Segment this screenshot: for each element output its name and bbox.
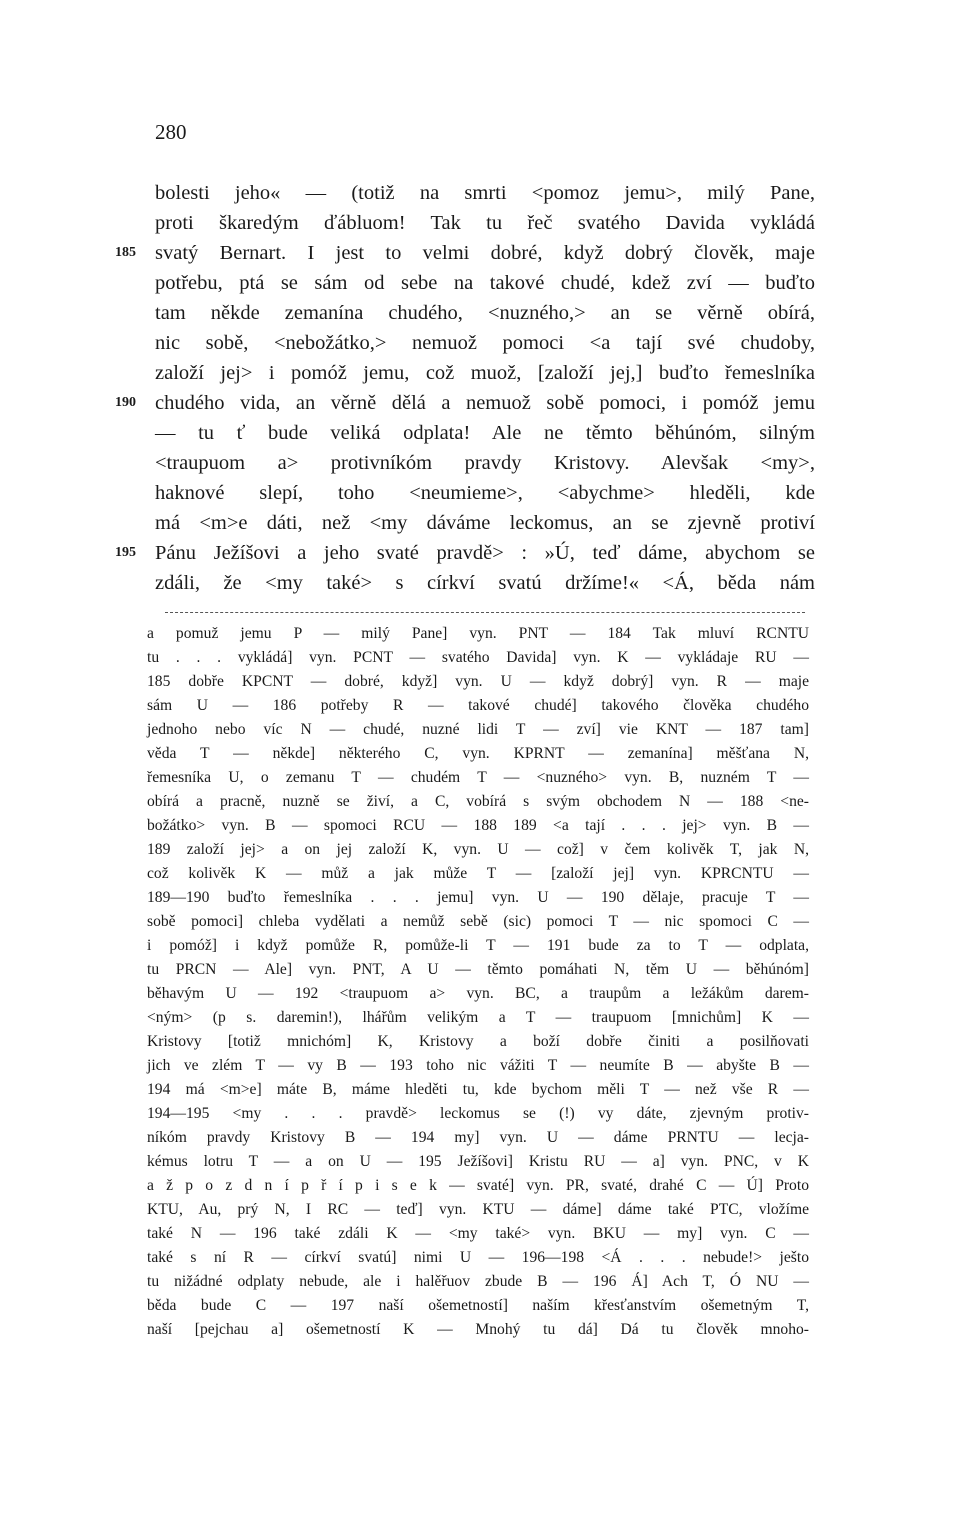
main-text-line <box>155 328 815 358</box>
line-text: založí jej> i pomóž jemu, což muož, [založí jej,] buďto řemeslníka <box>155 362 815 384</box>
line-text: zdáli, že <my také> s církví svatú držíme!« <Á, běda nám <box>155 572 815 594</box>
line-text: nic sobě, <nebožátko,> nemuož pomoci <a tají své chudoby, <box>155 332 815 354</box>
line-text: proti škaredým ďábluom! Tak tu řeč svatého Davida vykládá <box>155 212 815 234</box>
apparatus-line: 189—190 buďto řemeslníka . . . jemu] vyn. U — 190 dělaje, pracuje T — <box>147 889 809 906</box>
apparatus-line: 194 má <m>e] máte B, máme hleděti tu, kde bychom měli T — než vše R — <box>147 1081 809 1098</box>
critical-apparatus <box>147 622 809 1342</box>
apparatus-line: tu nižádné odplaty nebude, ale i halěřuov zbude B — 196 Á] Ach T, Ó NU — <box>147 1273 809 1290</box>
page-number: 280 <box>155 120 187 144</box>
apparatus-line: 185 dobře KPCNT — dobré, když] vyn. U — když dobrý] vyn. R — maje <box>147 673 809 690</box>
apparatus-line: tu . . . vykládá] vyn. PCNT — svatého Davida] vyn. K — vykládaje RU — <box>147 649 809 666</box>
apparatus-line: jich ve zlém T — vy B — 193 toho nic vážiti T — neumíte B — abyšte B — <box>147 1057 809 1074</box>
apparatus-line: což kolivěk K — můž a jak může T — [založí jej] vyn. KPRCNTU — <box>147 865 809 882</box>
apparatus-line: a pomuž jemu P — milý Pane] vyn. PNT — 184 Tak mluví RCNTU <box>147 625 809 642</box>
apparatus-line: také N — 196 také zdáli K — <my také> vyn. BKU — my] vyn. C — <box>147 1225 809 1242</box>
main-text-line <box>155 178 815 208</box>
apparatus-line: také s ní R — církví svatú] nimi U — 196—198 <Á . . . nebude!> ješto <box>147 1249 809 1266</box>
line-text: <traupuom a> protivníkóm pravdy Kristovy. Alevšak <my>, <box>155 452 815 474</box>
apparatus-line: řemesníka U, o zemanu T — chudém T — <nuzného> vyn. B, nuzném T — <box>147 769 809 786</box>
apparatus-line: sám U — 186 potřeby R — takové chudé] takového člověka chudého <box>147 697 809 714</box>
apparatus-line: naší [pejchau a] ošemetností K — Mnohý tu dá] Dá tu člověk mnoho- <box>147 1321 809 1338</box>
apparatus-line: běhavým U — 192 <traupuom a> vyn. BC, a traupům a ležákům darem- <box>147 985 809 1002</box>
apparatus-line: i pomóž] i když pomůže R, pomůže-li T — 191 bude za to T — odplata, <box>147 937 809 954</box>
apparatus-line: sobě pomoci] chleba vydělati a nemůž sebě (sic) pomoci T — nic spomoci C — <box>147 913 809 930</box>
main-text-line <box>155 208 815 238</box>
line-text: Pánu Ježíšovi a jeho svaté pravdě> : »Ú, teď dáme, abychom se <box>155 542 815 564</box>
line-number: 190 <box>115 395 136 410</box>
main-text <box>115 178 815 598</box>
line-text: chudého vida, an věrně dělá a nemuož sobě pomoci, i pomóž jemu <box>155 392 815 414</box>
apparatus-line: 194—195 <my . . . pravdě> leckomus se (!) vy dáte, zjevným protiv- <box>147 1105 809 1122</box>
line-number: 185 <box>115 245 136 260</box>
apparatus-line: 189 založí jej> a on jej založí K, vyn. U — což] v čem kolivěk T, jak N, <box>147 841 809 858</box>
main-text-line <box>155 298 815 328</box>
main-text-line <box>115 238 815 268</box>
main-text-line <box>115 538 815 568</box>
apparatus-line: tu PRCN — Ale] vyn. PNT, A U — těmto pomáhati N, těm U — běhúnóm] <box>147 961 809 978</box>
line-text: bolesti jeho« — (totiž na smrti <pomoz jemu>, milý Pane, <box>155 182 815 204</box>
main-text-line <box>155 358 815 388</box>
apparatus-line: kémus lotru T — a on U — 195 Ježíšovi] Kristu RU — a] vyn. PNC, v K <box>147 1153 809 1170</box>
main-text-line <box>155 478 815 508</box>
apparatus-line: KTU, Au, prý N, I RC — teď] vyn. KTU — dáme] dáme také PTC, vložíme <box>147 1201 809 1218</box>
line-text: tam někde zemanína chudého, <nuzného,> an se věrně obírá, <box>155 302 815 324</box>
main-text-line <box>155 568 815 598</box>
apparatus-line: <ným> (p s. daremin!), lhářům velikým a T — traupuom [mnichům] K — <box>147 1009 809 1026</box>
apparatus-line: jednoho nebo víc N — chudé, nuzné lidi T — zví] vie KNT — 187 tam] <box>147 721 809 738</box>
apparatus-line: a ž p o z d n í p ř í p i s e k — svaté] vyn. PR, svaté, drahé C — Ú] Proto <box>147 1177 809 1194</box>
apparatus-line: obírá a pracně, nuzně se živí, a C, vobírá s svým obchodem N — 188 <ne- <box>147 793 809 810</box>
main-text-line <box>115 388 815 418</box>
main-text-line <box>155 508 815 538</box>
line-text: má <m>e dáti, než <my dáváme leckomus, an se zjevně protiví <box>155 512 815 534</box>
apparatus-line: Kristovy [totiž mnichóm] K, Kristovy a boží dobře činiti a posilňovati <box>147 1033 809 1050</box>
line-text: — tu ť bude veliká odplata! Ale ne těmto běhúnóm, silným <box>155 422 815 444</box>
apparatus-line: božátko> vyn. B — spomoci RCU — 188 189 <a tají . . . jej> vyn. B — <box>147 817 809 834</box>
footnote-separator <box>165 612 805 613</box>
line-number: 195 <box>115 545 136 560</box>
line-text: potřebu, ptá se sám od sebe na takové chudé, kdež zví — buďto <box>155 272 815 294</box>
apparatus-line: běda bude C — 197 naší ošemetností] naším křesťanstvím ošemetným T, <box>147 1297 809 1314</box>
main-text-line <box>155 418 815 448</box>
line-text: haknové slepí, toho <neumieme>, <abychme> hleděli, kde <box>155 482 815 504</box>
apparatus-line: věda T — někde] některého C, vyn. KPRNT — zemanína] měšťana N, <box>147 745 809 762</box>
line-text: svatý Bernart. I jest to velmi dobré, když dobrý člověk, maje <box>155 242 815 264</box>
main-text-line <box>155 448 815 478</box>
main-text-line <box>155 268 815 298</box>
apparatus-line: níkóm pravdy Kristovy B — 194 my] vyn. U — dáme PRNTU — lecja- <box>147 1129 809 1146</box>
